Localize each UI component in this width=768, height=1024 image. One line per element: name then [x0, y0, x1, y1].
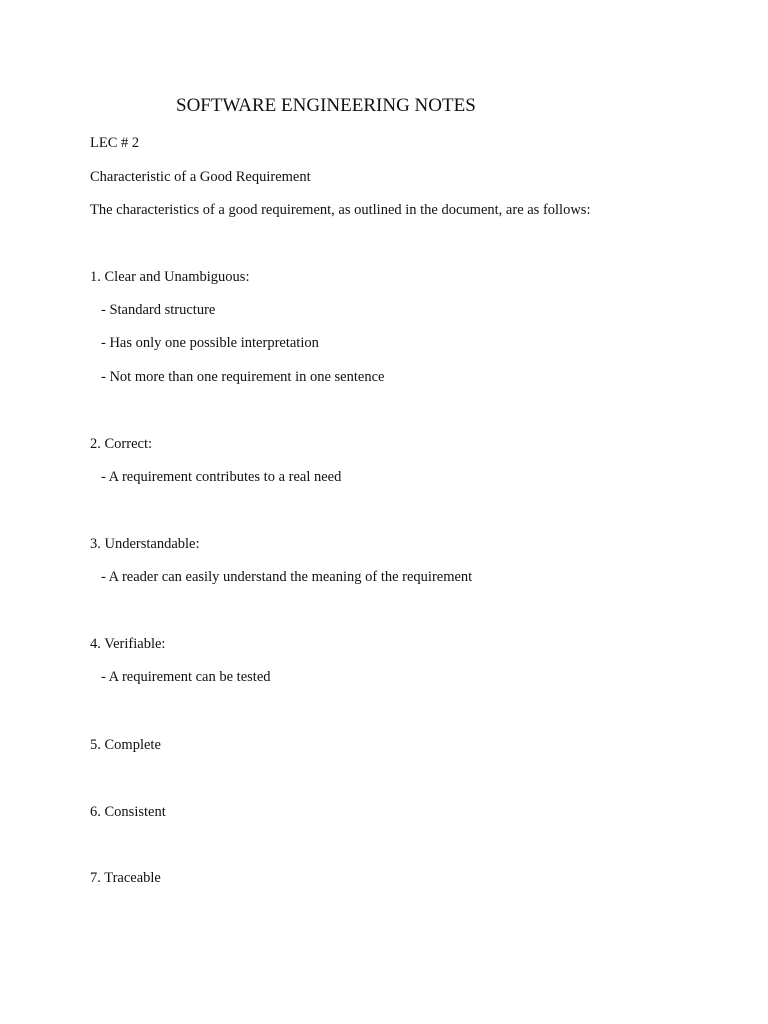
intro-paragraph: The characteristics of a good requirement, as outlined in the document, are as follows:: [90, 202, 591, 218]
item-verifiable-point-tested: - A requirement can be tested: [101, 669, 271, 685]
item-understandable-point-meaning: - A reader can easily understand the meaning of the requirement: [101, 569, 473, 585]
item-clear-unambiguous: 1. Clear and Unambiguous:: [90, 269, 250, 285]
item-verifiable: 4. Verifiable:: [90, 636, 166, 652]
item-traceable: 7. Traceable: [90, 870, 161, 886]
document-title: SOFTWARE ENGINEERING NOTES: [176, 95, 476, 116]
item-clear-point-one-interpretation: - Has only one possible interpretation: [101, 335, 319, 351]
item-consistent: 6. Consistent: [90, 804, 166, 820]
item-correct: 2. Correct:: [90, 436, 153, 452]
item-complete: 5. Complete: [90, 737, 161, 753]
item-understandable: 3. Understandable:: [90, 536, 200, 552]
item-clear-point-one-requirement: - Not more than one requirement in one sentence: [101, 369, 385, 385]
section-heading: Characteristic of a Good Requirement: [90, 169, 311, 185]
lecture-number: LEC # 2: [90, 135, 140, 151]
item-clear-point-standard-structure: - Standard structure: [101, 302, 216, 318]
item-correct-point-real-need: - A requirement contributes to a real need: [101, 469, 342, 485]
